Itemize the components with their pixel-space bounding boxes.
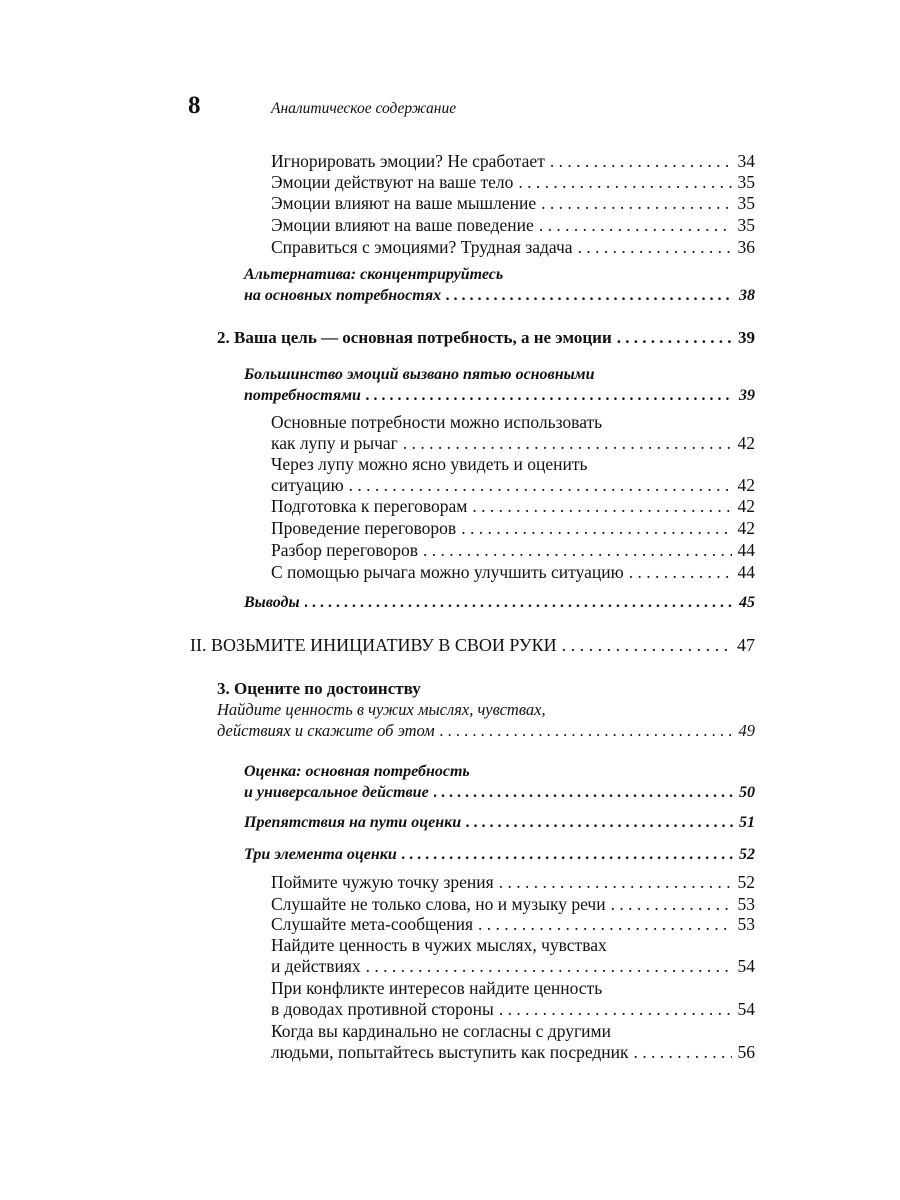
toc-entry [271, 913, 755, 935]
dot-leader [366, 955, 732, 977]
toc-entry [271, 192, 755, 214]
dot-leader [305, 592, 733, 614]
toc-entry-title-line: При конфликте интересов найдите ценность [271, 978, 603, 998]
toc-page-number: 54 [737, 956, 755, 976]
toc-entry [271, 1041, 755, 1063]
toc-entry [271, 171, 755, 193]
toc-page-number: 39 [739, 387, 755, 404]
toc-entry [244, 592, 755, 614]
toc-entry [271, 871, 755, 893]
dot-leader [562, 634, 731, 656]
toc-entry-title-line: Большинство эмоций вызвано пятью основными [244, 366, 595, 383]
toc-entry [271, 236, 755, 258]
dot-leader [578, 236, 732, 258]
toc-entry-title: Выводы [244, 594, 300, 611]
toc-page-number: 56 [737, 1042, 755, 1062]
toc-page-number: 53 [737, 894, 755, 914]
toc-entry [244, 285, 755, 307]
dot-leader [478, 913, 731, 935]
dot-leader [461, 517, 731, 539]
toc-entry-title-line: Альтернатива: сконцентрируйтесь [244, 266, 504, 283]
toc-page-number: 38 [739, 287, 755, 304]
dot-leader [472, 495, 731, 517]
toc-entry [271, 474, 755, 496]
toc-page-number: 35 [737, 172, 755, 192]
toc-page-number: 35 [737, 193, 755, 213]
toc-entry [244, 812, 755, 834]
toc-entry [271, 893, 755, 915]
toc-entry-title: 2. Ваша цель — основная потребность, а не эмоции [217, 328, 612, 347]
toc-page-number: 54 [737, 999, 755, 1019]
toc-entry-title: II. ВОЗЬМИТЕ ИНИЦИАТИВУ В СВОИ РУКИ [190, 635, 557, 655]
toc-entry-title: Слушайте мета-сообщения [271, 914, 474, 934]
dot-leader [539, 214, 732, 236]
dot-leader [466, 812, 733, 834]
toc-entry [217, 720, 755, 742]
toc-entry-title: С помощью рычага можно улучшить ситуацию [271, 562, 624, 582]
toc-entry [217, 327, 755, 349]
toc-entry-title: Игнорировать эмоции? Не сработает [271, 151, 545, 171]
toc-entry [271, 214, 755, 236]
dot-leader [550, 150, 732, 172]
toc-entry [190, 634, 755, 656]
toc-entry [271, 495, 755, 517]
toc-entry-title: Справиться с эмоциями? Трудная задача [271, 237, 573, 257]
toc-page-number: 53 [737, 914, 755, 934]
toc-entry [271, 955, 755, 977]
dot-leader [617, 327, 732, 349]
toc-page-number: 44 [737, 562, 755, 582]
toc-entry-title-line: Найдите ценность в чужих мыслях, чувствах [271, 935, 607, 955]
toc-entry [271, 517, 755, 539]
dot-leader [403, 432, 732, 454]
toc-entry-title: и действиях [271, 956, 361, 976]
toc-entry-title: Эмоции влияют на ваше поведение [271, 215, 534, 235]
toc-entry-title: Проведение переговоров [271, 518, 457, 538]
toc-entry-title: ситуацию [271, 475, 344, 495]
dot-leader [423, 539, 732, 561]
dot-leader [541, 192, 731, 214]
toc-page-number: 51 [739, 814, 755, 831]
toc-entry-title: и универсальное действие [244, 784, 429, 801]
toc-page-number: 42 [737, 496, 755, 516]
toc-page-number: 49 [738, 721, 755, 740]
toc-entry-title: Препятствия на пути оценки [244, 814, 462, 831]
toc-entry [271, 561, 755, 583]
toc-entry-title: как лупу и рычаг [271, 433, 398, 453]
toc-page-number: 47 [737, 635, 755, 655]
toc-entry-title-line: Найдите ценность в чужих мыслях, чувствах, [217, 700, 546, 719]
toc-page-number: 36 [737, 237, 755, 257]
toc-page-number: 42 [737, 518, 755, 538]
toc-entry [271, 998, 755, 1020]
toc-entry-title: действиях и скажите об этом [217, 721, 435, 740]
toc-entry [271, 539, 755, 561]
toc-entry-title: людьми, попытайтесь выступить как посредник [271, 1042, 629, 1062]
toc-entry-title-line: Основные потребности можно использовать [271, 412, 603, 432]
toc-entry [244, 782, 755, 804]
dot-leader [402, 844, 733, 866]
toc-page-number: 50 [739, 784, 755, 801]
toc-entry [271, 432, 755, 454]
toc-entry-title: Эмоции влияют на ваше мышление [271, 193, 537, 213]
dot-leader [499, 998, 732, 1020]
toc-entry-title: Подготовка к переговорам [271, 496, 468, 516]
toc-page-number: 39 [738, 328, 755, 347]
toc-entry [244, 385, 755, 407]
dot-leader [440, 720, 733, 742]
toc-entry-title: Слушайте не только слова, но и музыку речи [271, 894, 606, 914]
toc-entry-title: Три элемента оценки [244, 846, 397, 863]
toc-page-number: 34 [737, 151, 755, 171]
dot-leader [434, 782, 733, 804]
toc-entry-title: потребностями [244, 387, 361, 404]
toc-entry-title: Разбор переговоров [271, 540, 418, 560]
toc-entry [271, 150, 755, 172]
toc-entry-title-line: 3. Оцените по достоинству [217, 679, 421, 698]
toc-page-number: 52 [737, 872, 755, 892]
dot-leader [611, 893, 732, 915]
toc-entry-title: Эмоции действуют на ваше тело [271, 172, 514, 192]
toc-page-number: 45 [739, 594, 755, 611]
toc-entry-title-line: Оценка: основная потребность [244, 763, 470, 780]
page-number: 8 [188, 92, 201, 119]
toc-page-number: 44 [737, 540, 755, 560]
dot-leader [446, 285, 733, 307]
dot-leader [366, 385, 733, 407]
running-title: Аналитическое содержание [271, 100, 457, 117]
toc-entry-title: Поймите чужую точку зрения [271, 872, 494, 892]
toc-entry-title: в доводах противной стороны [271, 999, 494, 1019]
dot-leader [629, 561, 732, 583]
dot-leader [349, 474, 732, 496]
dot-leader [518, 171, 731, 193]
dot-leader [634, 1041, 732, 1063]
toc-page-number: 42 [737, 433, 755, 453]
toc-entry-title: на основных потребностях [244, 287, 442, 304]
toc-entry-title-line: Через лупу можно ясно увидеть и оценить [271, 454, 588, 474]
toc-page-number: 52 [739, 846, 755, 863]
toc-entry [244, 844, 755, 866]
toc-page-number: 35 [737, 215, 755, 235]
toc-entry-title-line: Когда вы кардинально не согласны с другими [271, 1021, 611, 1041]
toc-page-number: 42 [737, 475, 755, 495]
dot-leader [499, 871, 732, 893]
